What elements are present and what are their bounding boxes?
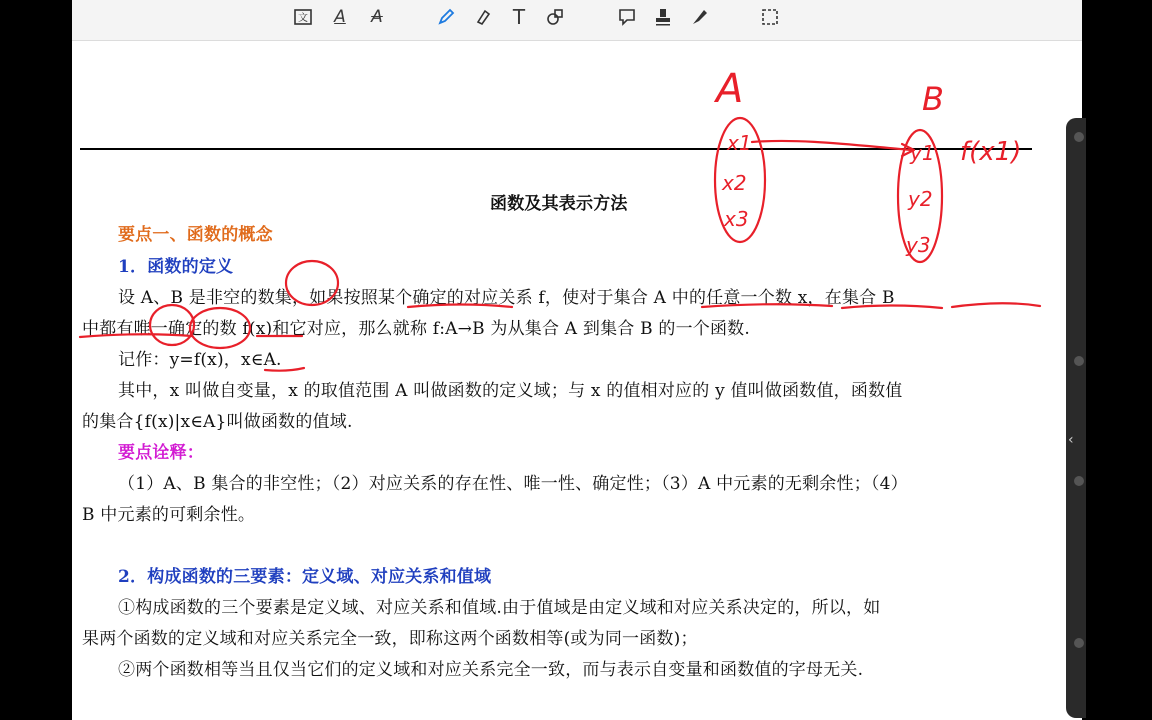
a-element-3: x3 <box>724 207 749 231</box>
definition-line-2: 中都有唯一确定的数 f(x)和它对应，那么就称 f:A→B 为从集合 A 到集合 B 的一个函数. <box>82 319 750 339</box>
subheading-three-elements: 2．构成函数的三要素：定义域、对应关系和值域 <box>118 567 492 587</box>
a-element-1: x1 <box>727 131 752 155</box>
svg-text:文: 文 <box>298 13 308 24</box>
section-heading-function-concept: 要点一、函数的概念 <box>118 225 273 245</box>
set-a-label: A <box>716 66 744 112</box>
strikethrough-icon[interactable]: A <box>371 7 383 27</box>
text-box-icon[interactable] <box>290 4 316 30</box>
notes-heading: 要点诠释： <box>118 443 204 463</box>
domain-line-2: 的集合{f(x)|x∈A}叫做函数的值域. <box>82 412 353 432</box>
text-tool-icon[interactable]: T <box>512 5 526 29</box>
set-a-ellipse <box>715 118 765 242</box>
b-element-2: y2 <box>908 187 933 211</box>
side-panel-handle[interactable] <box>1066 118 1086 718</box>
side-dot-icon <box>1074 476 1084 486</box>
set-b-label: B <box>922 80 944 118</box>
underline-set-b <box>952 303 1040 307</box>
stamp-icon[interactable] <box>650 4 676 30</box>
definition-line-1: 设 A、B 是非空的数集，如果按照某个确定的对应关系 f，使对于集合 A 中的任意一个数 x，在集合 B <box>118 288 895 308</box>
shape-icon[interactable] <box>542 4 568 30</box>
subheading-function-definition: 1．函数的定义 <box>118 257 234 277</box>
b-element-3: y3 <box>906 233 931 257</box>
annotation-toolbar <box>72 0 1082 41</box>
domain-line-1: 其中，x 叫做自变量，x 的取值范围 A 叫做函数的定义域；与 x 的值相对应的 y 值叫做函数值，函数值 <box>118 381 903 401</box>
elements-item-1-line-2: 果两个函数的定义域和对应关系完全一致，即称这两个函数相等(或为同一函数)； <box>82 629 698 649</box>
header-rule <box>80 148 1032 150</box>
side-dot-icon <box>1074 132 1084 142</box>
mapping-label: f(x1) <box>960 137 1022 167</box>
a-element-2: x2 <box>722 171 747 195</box>
pen-icon[interactable] <box>433 4 459 30</box>
chevron-left-icon[interactable]: ‹ <box>1068 432 1074 448</box>
select-area-icon[interactable] <box>757 4 783 30</box>
notes-line-2: B 中元素的可剩余性。 <box>82 505 256 525</box>
mapping-arrowhead <box>902 144 914 156</box>
elements-item-1-line-1: ①构成函数的三个要素是定义域、对应关系和值域.由于值域是由定义域和对应关系决定的，所以，如 <box>118 598 881 618</box>
elements-item-2-line-1: ②两个函数相等当且仅当它们的定义域和对应关系完全一致，而与表示自变量和函数值的字母无关. <box>118 660 864 680</box>
b-element-1: y1 <box>910 141 935 165</box>
side-dot-icon <box>1074 356 1084 366</box>
notation-line: 记作：y=f(x)，x∈A. <box>118 350 282 370</box>
text-bold-icon[interactable]: A <box>334 7 346 27</box>
side-dot-icon <box>1074 638 1084 648</box>
notes-line-1: （1）A、B 集合的非空性；（2）对应关系的存在性、唯一性、确定性；（3）A 中元素的无剩余性；（4） <box>118 474 908 494</box>
comment-icon[interactable] <box>614 4 640 30</box>
page-title: 函数及其表示方法 <box>490 194 628 214</box>
eraser-icon[interactable] <box>470 4 496 30</box>
pdf-page <box>72 0 1082 720</box>
marker-icon[interactable] <box>686 4 712 30</box>
